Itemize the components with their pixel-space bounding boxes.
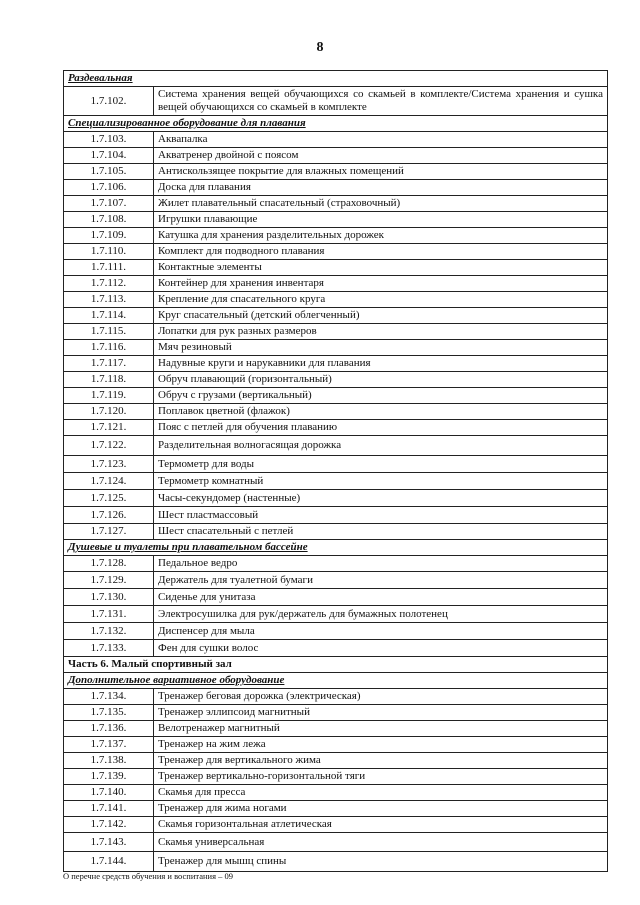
table-row xyxy=(64,87,608,116)
part-heading: Часть 6. Малый спортивный зал xyxy=(64,657,608,673)
item-number: 1.7.140. xyxy=(64,785,154,801)
item-description: Скамья горизонтальная атлетическая xyxy=(154,817,608,833)
table-row xyxy=(64,589,608,606)
item-number: 1.7.118. xyxy=(64,372,154,388)
table-row xyxy=(64,388,608,404)
table-row xyxy=(64,356,608,372)
section-heading: Душевые и туалеты при плавательном бассейне xyxy=(64,540,608,556)
item-number: 1.7.139. xyxy=(64,769,154,785)
table-row xyxy=(64,276,608,292)
item-description: Электросушилка для рук/держатель для бумажных полотенец xyxy=(154,606,608,623)
item-number: 1.7.115. xyxy=(64,324,154,340)
item-description: Диспенсер для мыла xyxy=(154,623,608,640)
item-number: 1.7.105. xyxy=(64,164,154,180)
item-number: 1.7.110. xyxy=(64,244,154,260)
item-number: 1.7.106. xyxy=(64,180,154,196)
item-description: Пояс с петлей для обучения плаванию xyxy=(154,420,608,436)
section-heading: Дополнительное вариативное оборудование xyxy=(64,673,608,689)
item-number: 1.7.119. xyxy=(64,388,154,404)
item-number: 1.7.107. xyxy=(64,196,154,212)
table-row xyxy=(64,556,608,572)
table-row xyxy=(64,372,608,388)
table-row xyxy=(64,244,608,260)
item-description: Поплавок цветной (флажок) xyxy=(154,404,608,420)
table-row xyxy=(64,473,608,490)
table-row xyxy=(64,689,608,705)
item-description: Комплект для подводного плавания xyxy=(154,244,608,260)
item-description: Тренажер для вертикального жима xyxy=(154,753,608,769)
item-number: 1.7.117. xyxy=(64,356,154,372)
table-row xyxy=(64,606,608,623)
item-description: Тренажер на жим лежа xyxy=(154,737,608,753)
item-number: 1.7.109. xyxy=(64,228,154,244)
item-number: 1.7.125. xyxy=(64,490,154,507)
item-number: 1.7.121. xyxy=(64,420,154,436)
item-description: Велотренажер магнитный xyxy=(154,721,608,737)
section-heading: Специализированное оборудование для плавания xyxy=(64,116,608,132)
section-heading-row xyxy=(64,116,608,132)
item-description: Разделительная волногасящая дорожка xyxy=(154,436,608,456)
item-number: 1.7.126. xyxy=(64,507,154,524)
item-number: 1.7.128. xyxy=(64,556,154,572)
item-number: 1.7.144. xyxy=(64,852,154,872)
item-number: 1.7.116. xyxy=(64,340,154,356)
item-number: 1.7.137. xyxy=(64,737,154,753)
table-row xyxy=(64,132,608,148)
section-heading-row xyxy=(64,673,608,689)
table-row xyxy=(64,572,608,589)
item-description: Контейнер для хранения инвентаря xyxy=(154,276,608,292)
item-description: Тренажер вертикально-горизонтальной тяги xyxy=(154,769,608,785)
item-number: 1.7.142. xyxy=(64,817,154,833)
section-heading-row xyxy=(64,71,608,87)
table-row xyxy=(64,456,608,473)
item-number: 1.7.132. xyxy=(64,623,154,640)
item-description: Обруч плавающий (горизонтальный) xyxy=(154,372,608,388)
item-description: Круг спасательный (детский облегченный) xyxy=(154,308,608,324)
item-number: 1.7.123. xyxy=(64,456,154,473)
table-row xyxy=(64,212,608,228)
table-row xyxy=(64,308,608,324)
item-number: 1.7.138. xyxy=(64,753,154,769)
section-heading: Раздевальная xyxy=(64,71,608,87)
table-row xyxy=(64,292,608,308)
item-description: Сиденье для унитаза xyxy=(154,589,608,606)
page-footer: О перечне средств обучения и воспитания – 09 xyxy=(63,871,233,881)
table-row xyxy=(64,180,608,196)
item-description: Скамья универсальная xyxy=(154,833,608,852)
item-number: 1.7.103. xyxy=(64,132,154,148)
item-number: 1.7.111. xyxy=(64,260,154,276)
item-number: 1.7.130. xyxy=(64,589,154,606)
item-description: Скамья для пресса xyxy=(154,785,608,801)
item-number: 1.7.122. xyxy=(64,436,154,456)
item-description: Тренажер беговая дорожка (электрическая) xyxy=(154,689,608,705)
item-number: 1.7.134. xyxy=(64,689,154,705)
table-row xyxy=(64,164,608,180)
section-heading-row xyxy=(64,540,608,556)
item-description: Шест спасательный с петлей xyxy=(154,524,608,540)
table-row xyxy=(64,196,608,212)
item-description: Термометр для воды xyxy=(154,456,608,473)
item-description: Контактные элементы xyxy=(154,260,608,276)
equipment-table-body xyxy=(64,71,608,872)
page-number: 8 xyxy=(316,40,324,55)
part-heading-row xyxy=(64,657,608,673)
item-description: Тренажер эллипсоид магнитный xyxy=(154,705,608,721)
item-description: Акватренер двойной с поясом xyxy=(154,148,608,164)
table-row xyxy=(64,228,608,244)
item-number: 1.7.113. xyxy=(64,292,154,308)
item-description: Доска для плавания xyxy=(154,180,608,196)
item-number: 1.7.104. xyxy=(64,148,154,164)
item-description: Система хранения вещей обучающихся со скамьей в комплекте/Система хранения и сушка вещей обучающихся со скамьей в комплекте xyxy=(154,87,608,116)
item-description: Игрушки плавающие xyxy=(154,212,608,228)
item-number: 1.7.133. xyxy=(64,640,154,657)
table-row xyxy=(64,524,608,540)
item-number: 1.7.135. xyxy=(64,705,154,721)
table-row xyxy=(64,721,608,737)
table-row xyxy=(64,801,608,817)
table-row xyxy=(64,753,608,769)
table-row xyxy=(64,420,608,436)
item-number: 1.7.102. xyxy=(64,87,154,116)
item-number: 1.7.124. xyxy=(64,473,154,490)
item-description: Тренажер для мышц спины xyxy=(154,852,608,872)
table-row xyxy=(64,785,608,801)
table-row xyxy=(64,148,608,164)
table-row xyxy=(64,640,608,657)
item-description: Термометр комнатный xyxy=(154,473,608,490)
table-row xyxy=(64,705,608,721)
item-description: Часы-секундомер (настенные) xyxy=(154,490,608,507)
table-row xyxy=(64,260,608,276)
item-description: Лопатки для рук разных размеров xyxy=(154,324,608,340)
item-number: 1.7.112. xyxy=(64,276,154,292)
table-row xyxy=(64,340,608,356)
table-row xyxy=(64,404,608,420)
item-number: 1.7.136. xyxy=(64,721,154,737)
table-row xyxy=(64,324,608,340)
item-description: Антискользящее покрытие для влажных помещений xyxy=(154,164,608,180)
item-number: 1.7.131. xyxy=(64,606,154,623)
item-number: 1.7.114. xyxy=(64,308,154,324)
table-row xyxy=(64,769,608,785)
item-number: 1.7.120. xyxy=(64,404,154,420)
item-description: Надувные круги и нарукавники для плавания xyxy=(154,356,608,372)
item-description: Шест пластмассовый xyxy=(154,507,608,524)
table-row xyxy=(64,737,608,753)
item-description: Жилет плавательный спасательный (страховочный) xyxy=(154,196,608,212)
equipment-table xyxy=(63,70,608,872)
item-number: 1.7.141. xyxy=(64,801,154,817)
item-description: Педальное ведро xyxy=(154,556,608,572)
item-number: 1.7.143. xyxy=(64,833,154,852)
item-description: Фен для сушки волос xyxy=(154,640,608,657)
item-description: Крепление для спасательного круга xyxy=(154,292,608,308)
item-description: Мяч резиновый xyxy=(154,340,608,356)
item-description: Тренажер для жима ногами xyxy=(154,801,608,817)
table-row xyxy=(64,852,608,872)
item-number: 1.7.108. xyxy=(64,212,154,228)
item-description: Держатель для туалетной бумаги xyxy=(154,572,608,589)
table-row xyxy=(64,623,608,640)
item-number: 1.7.127. xyxy=(64,524,154,540)
table-row xyxy=(64,507,608,524)
item-number: 1.7.129. xyxy=(64,572,154,589)
table-row xyxy=(64,833,608,852)
table-row xyxy=(64,436,608,456)
item-description: Катушка для хранения разделительных дорожек xyxy=(154,228,608,244)
table-row xyxy=(64,817,608,833)
table-row xyxy=(64,490,608,507)
item-description: Обруч с грузами (вертикальный) xyxy=(154,388,608,404)
item-description: Аквапалка xyxy=(154,132,608,148)
